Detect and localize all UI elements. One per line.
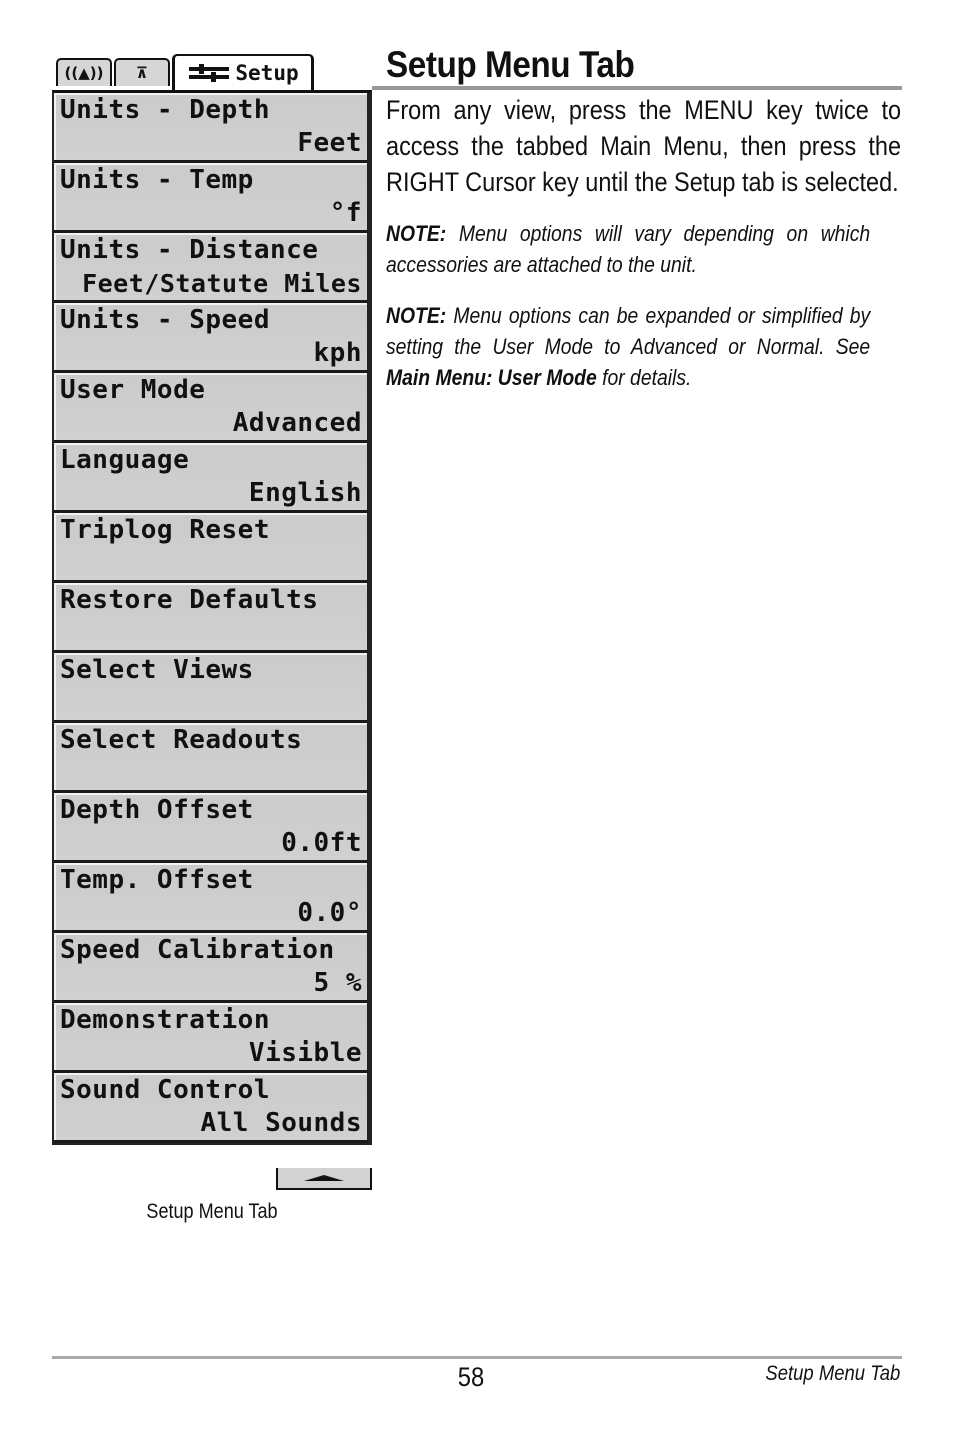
menu-item-value: Visible (248, 1038, 362, 1068)
navigation-icon: ⊼ (135, 64, 149, 82)
tab-setup-label: Setup (235, 61, 299, 85)
footer-divider (52, 1356, 902, 1359)
menu-item-temp-offset[interactable] (54, 863, 370, 933)
tab-setup[interactable] (172, 54, 314, 90)
menu-item-select-views[interactable] (54, 653, 370, 723)
menu-item-label: Triplog Reset (60, 515, 270, 545)
note-user-mode (386, 300, 870, 393)
menu-item-value: Feet/Statute Miles (82, 269, 362, 298)
setup-icon (187, 64, 231, 82)
note-accessories (386, 218, 870, 280)
menu-item-value: 5 % (313, 968, 362, 998)
menu-item-value: kph (313, 338, 362, 368)
note-text: Menu options can be expanded or simplified by setting the User Mode to Advanced or Normal. See (386, 303, 871, 359)
sonar-alarm-icon: ((▲)) (64, 64, 104, 82)
menu-item-demonstration[interactable] (54, 1003, 370, 1073)
menu-item-label: Restore Defaults (60, 585, 319, 615)
menu-item-units-depth[interactable] (54, 93, 370, 163)
menu-item-label: Units - Speed (60, 305, 270, 335)
tab-alarms[interactable] (56, 58, 112, 86)
scroll-up-icon (304, 1175, 344, 1181)
menu-item-value: Feet (297, 128, 362, 158)
menu-tab-bar (52, 52, 372, 90)
menu-item-user-mode[interactable] (54, 373, 370, 443)
tab-navigation[interactable] (114, 58, 170, 86)
menu-item-value: 0.0° (297, 898, 362, 928)
menu-item-label: Depth Offset (60, 795, 254, 825)
menu-item-label: User Mode (60, 375, 206, 405)
note-text: Menu options will vary depending on which accessories are attached to the unit. (386, 221, 871, 277)
menu-item-units-speed[interactable] (54, 303, 370, 373)
setup-menu-screen (52, 52, 372, 1145)
page-title: Setup Menu Tab (386, 44, 635, 85)
menu-item-select-readouts[interactable] (54, 723, 370, 793)
menu-item-label: Select Readouts (60, 725, 303, 755)
menu-item-label: Units - Depth (60, 95, 270, 125)
menu-item-speed-calibration[interactable] (54, 933, 370, 1003)
menu-item-value: All Sounds (200, 1108, 362, 1138)
menu-item-value: English (248, 478, 362, 508)
menu-item-label: Select Views (60, 655, 254, 685)
intro-paragraph: From any view, press the MENU key twice to access the tabbed Main Menu, then press the RIGHT Cursor key until the Setup tab is selected. (386, 95, 902, 197)
title-divider (372, 86, 902, 90)
menu-item-sound-control[interactable] (54, 1073, 370, 1143)
menu-item-label: Demonstration (60, 1005, 270, 1035)
note-suffix: for details. (596, 365, 692, 390)
menu-item-value: °f (329, 198, 362, 228)
menu-item-label: Units - Distance (60, 235, 319, 265)
menu-item-triplog-reset[interactable] (54, 513, 370, 583)
menu-item-label: Units - Temp (60, 165, 254, 195)
menu-item-units-temp[interactable] (54, 163, 370, 233)
menu-item-label: Temp. Offset (60, 865, 254, 895)
note-prefix: NOTE: (386, 221, 447, 246)
note-prefix: NOTE: (386, 303, 447, 328)
menu-list (52, 90, 372, 1145)
footer-section-title: Setup Menu Tab (765, 1362, 900, 1385)
scroll-up-tab[interactable] (276, 1168, 372, 1190)
menu-item-label: Language (60, 445, 190, 475)
menu-item-language[interactable] (54, 443, 370, 513)
menu-item-depth-offset[interactable] (54, 793, 370, 863)
page-number: 58 (457, 1362, 485, 1392)
menu-item-label: Sound Control (60, 1075, 270, 1105)
menu-item-label: Speed Calibration (60, 935, 335, 965)
menu-item-value: 0.0ft (281, 828, 362, 858)
figure-caption: Setup Menu Tab (146, 1200, 278, 1223)
menu-item-restore-defaults[interactable] (54, 583, 370, 653)
cross-reference-link[interactable]: Main Menu: User Mode (386, 365, 597, 390)
menu-item-units-distance[interactable] (54, 233, 370, 303)
menu-item-value: Advanced (232, 408, 362, 438)
